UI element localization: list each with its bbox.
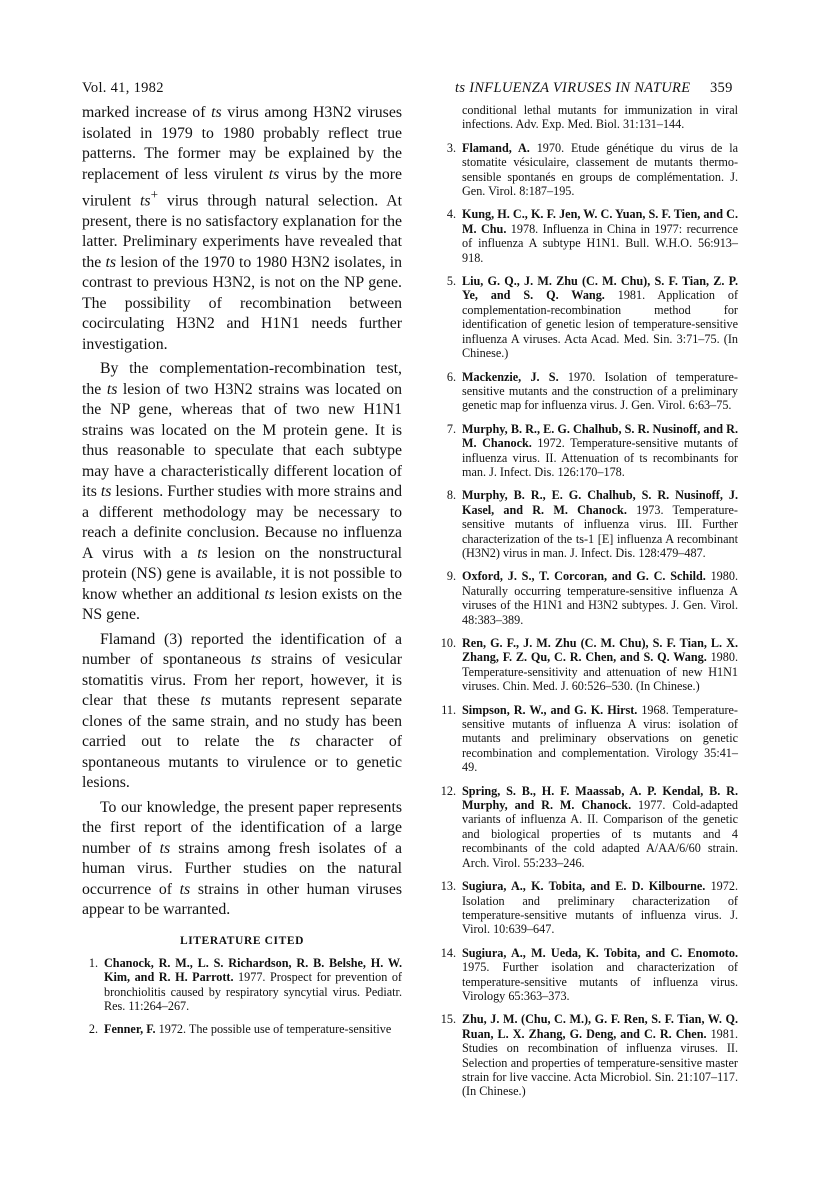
running-title-ts: ts INFLUENZA VIRUSES IN NATURE xyxy=(455,80,691,96)
reference-14: 14. Sugiura, A., M. Ueda, K. Tobita, and C. Enomoto. 1975. Further isolation and characterization of temperature-sensitive mutants of influenza virus. Virology 65:363–373. xyxy=(440,945,738,1003)
reference-7: 7. Murphy, B. R., E. G. Chalhub, S. R. Nusinoff, and R. M. Chanock. 1972. Temperature-sensitive mutants of influenza virus. II. Attenuation of ts recombinants for man. J. Infect. Dis. 126:170–178. xyxy=(446,421,738,479)
right-column xyxy=(440,103,738,1108)
body-paragraph-1: marked increase of ts virus among H3N2 viruses isolated in 1979 to 1980 probably reflect true patterns. The former may be explained by the replacement of less virulent ts virus by the more virulent ts+ virus through natural selection. At present, there is no satisfactory explanation for the latter. Preliminary experiments have revealed that the ts lesion of the 1970 to 1980 H3N2 isolates, in contrast to previous H3N2, is not on the NP gene. The possibility of recombination between cocirculating H3N2 and H1N1 needs further investigation. xyxy=(82,104,402,353)
reference-2: 2. Fenner, F. 1972. The possible use of temperature-sensitive xyxy=(88,1022,392,1037)
reference-1: 1. Chanock, R. M., L. S. Richardson, R. B. Belshe, H. W. Kim, and R. H. Parrott. 1977. Prospect for prevention of bronchiolitis caused by respiratory syncytial virus. Pediatr. Res. 11:264–267. xyxy=(88,955,402,1013)
running-title xyxy=(455,80,690,97)
left-column xyxy=(82,103,402,1046)
reference-4: 4. Kung, H. C., K. F. Jen, W. C. Yuan, S. F. Tien, and C. M. Chu. 1978. Influenza in China in 1977: recurrence of influenza A subtype H1N1. Bull. W.H.O. 56:913–918. xyxy=(446,207,738,265)
reference-11: 11. Simpson, R. W., and G. K. Hirst. 1968. Temperature-sensitive mutants of influenza A virus: isolation of mutants and preliminary observations on genetic recombination and complementation. Virology 35:41–49. xyxy=(441,702,738,775)
journal-volume: Vol. 41, 1982 xyxy=(82,80,164,96)
reference-5: 5. Liu, G. Q., J. M. Zhu (C. M. Chu), S. F. Tian, Z. P. Ye, and S. Q. Wang. 1981. Application of complementation-recombination method for identification of genetic lesion of temperature-sensitive influenza A viruses. Acta Acad. Med. Sin. 3:71–75. (In Chinese.) xyxy=(446,274,738,361)
body-paragraph-4: To our knowledge, the present paper represents the first report of the identification of a large number of ts strains among fresh isolates of a human virus. Further studies on the natural occurrence of ts strains in other human viruses appear to be warranted. xyxy=(82,798,402,919)
reference-12: 12. Spring, S. B., H. F. Maassab, A. P. Kendal, B. R. Murphy, and R. M. Chanock. 1977. Cold-adapted variants of influenza A. II. Comparison of the genetic and biological properties of ts mutants and 4 recombinants of the cold adapted A/AA/6/60 strain. Arch. Virol. 55:233–246. xyxy=(440,783,738,870)
reference-9: 9. Oxford, J. S., T. Corcoran, and G. C. Schild. 1980. Naturally occurring temperature-sensitive influenza A viruses of the H1N1 and H3N2 subtypes. J. Gen. Virol. 48:383–389. xyxy=(446,569,739,627)
reference-10: 10. Ren, G. F., J. M. Zhu (C. M. Chu), S. F. Tian, L. X. Zhang, F. Z. Qu, C. R. Chen, and S. Q. Wang. 1980. Temperature-sensitivity and attenuation of new H1N1 viruses. Chin. Med. J. 60:526–530. (In Chinese.) xyxy=(440,636,739,694)
body-paragraph-3: Flamand (3) reported the identification of a number of spontaneous ts strains of vesicular stomatitis virus. From her report, however, it is clear that these ts mutants represent separate clones of the same strain, and no study has been carried out to relate the ts character of spontaneous mutants to virulence or to genetic lesions. xyxy=(82,630,402,792)
reference-13: 13. Sugiura, A., K. Tobita, and E. D. Kilbourne. 1972. Isolation and preliminary characterization of temperature-sensitive mutants of influenza virus. J. Virol. 10:639–647. xyxy=(440,879,738,937)
reference-8: 8. Murphy, B. R., E. G. Chalhub, S. R. Nusinoff, J. Kasel, and R. M. Chanock. 1973. Temperature-sensitive mutants of influenza virus. III. Further characterization of the ts-1 [E] influenza A recombinant (H3N2) virus in man. J. Infect. Dis. 128:479–487. xyxy=(446,488,738,560)
reference-6: 6. Mackenzie, J. S. 1970. Isolation of temperature-sensitive mutants and the construction of a preliminary genetic map for influenza virus. J. Gen. Virol. 6:63–75. xyxy=(446,369,738,413)
literature-cited-heading: LITERATURE CITED xyxy=(179,934,305,947)
reference-2-continuation: conditional lethal mutants for immunization in viral infections. Adv. Exp. Med. Biol. 31:131–144. xyxy=(462,103,738,132)
body-paragraph-2: By the complementation-recombination test, the ts lesion of two H3N2 strains was located on the NP gene, whereas that of two new H1N1 strains was located on the M protein gene. It is thus reasonable to speculate that each subtype may have a characteristically different location of its ts lesions. Further studies with more strains and a different methodology may be necessary to reach a definite conclusion. Because no influenza A virus with a ts lesion on the nonstructural protein (NS) gene is available, it is not possible to know whether an additional ts lesion exists on the NS gene. xyxy=(82,360,403,624)
reference-15: 15. Zhu, J. M. (Chu, C. M.), G. F. Ren, S. F. Tian, W. Q. Ruan, L. X. Zhang, G. Deng, and C. R. Chen. 1981. Studies on recombination of influenza viruses. II. Selection and properties of temperature-sensitive master strain for live vaccine. Acta Microbiol. Sin. 21:107–117. (In Chinese.) xyxy=(440,1012,738,1099)
page-number: 359 xyxy=(710,80,733,96)
reference-3: 3. Flamand, A. 1970. Etude génétique du virus de la stomatite vésiculaire, classement de mutants thermo-sensible spontanés en groups de complémentation. J. Gen. Virol. 8:187–195. xyxy=(446,140,738,199)
